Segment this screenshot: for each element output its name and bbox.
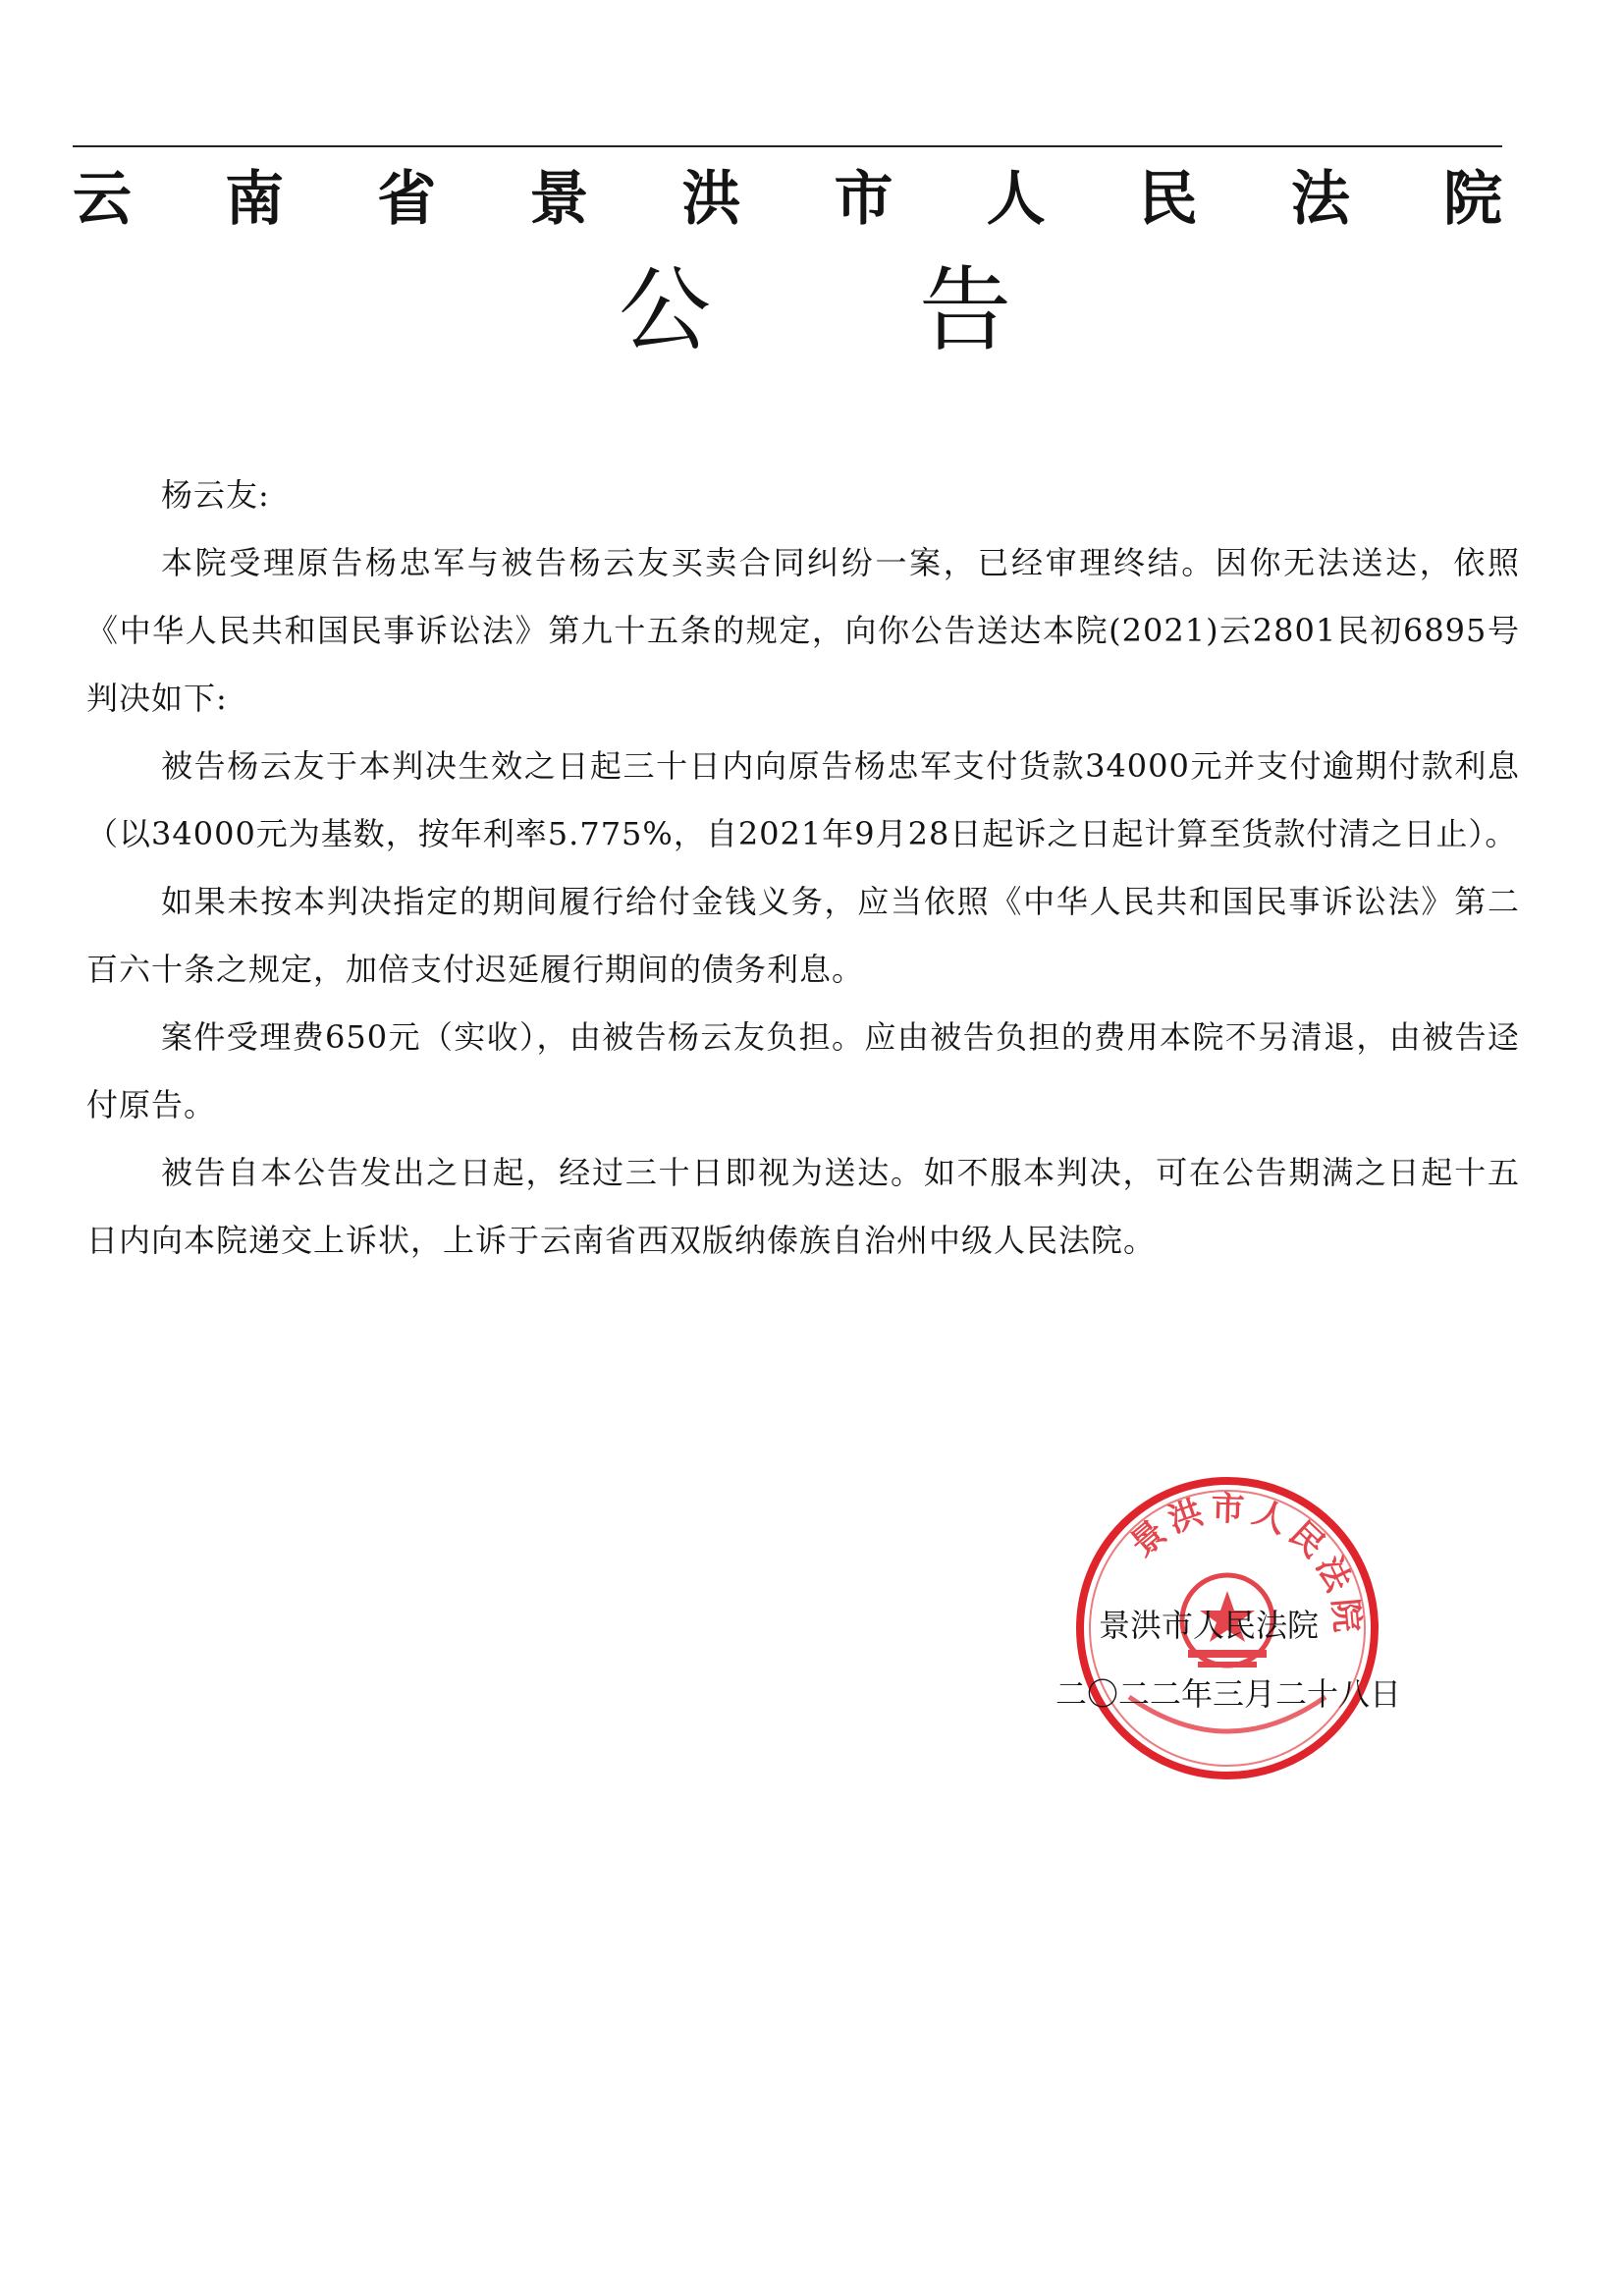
- court-title-char: 法: [1290, 165, 1350, 234]
- court-title-char: 院: [1442, 165, 1502, 234]
- court-title-char: 洪: [681, 165, 741, 234]
- addressee: 杨云友:: [161, 476, 270, 514]
- court-title-char: 省: [377, 165, 437, 234]
- paragraph-late-interest: 如果未按本判决指定的期间履行给付金钱义务，应当依照《中华人民共和国民事诉讼法》第二百六十条之规定，加倍支付迟延履行期间的债务利息。: [86, 883, 1520, 988]
- paragraph-case-intro: 本院受理原告杨忠军与被告杨云友买卖合同纠纷一案，已经审理终结。因你无法送达，依照《中华人民共和国民事诉讼法》第九十五条的规定，向你公告送达本院(2021)云2801民初6895号判决如下:: [86, 544, 1520, 717]
- signature-block: [1055, 1591, 1478, 1728]
- signature-date: 二〇二二年三月二十八日: [1055, 1675, 1402, 1713]
- paragraph-case-fee: 案件受理费650元（实收），由被告杨云友负担。应由被告负担的费用本院不另清退，由被告迳付原告。: [86, 1018, 1520, 1123]
- court-title: [73, 160, 1502, 239]
- notice-body: [86, 462, 1520, 1275]
- paragraph-judgment: 被告杨云友于本判决生效之日起三十日内向原告杨忠军支付货款34000元并支付逾期付款利息（以34000元为基数，按年利率5.775%，自2021年9月28日起诉之日起计算至货款付清之日止）。: [86, 747, 1520, 852]
- seal-text: 景洪市人民法院: [1123, 1489, 1368, 1640]
- court-title-char: 景: [529, 165, 589, 234]
- header-rule: [73, 145, 1502, 147]
- court-title-char: 南: [225, 165, 285, 234]
- paragraph-service-appeal: 被告自本公告发出之日起，经过三十日即视为送达。如不服本判决，可在公告期满之日起十五日内向本院递交上诉状，上诉于云南省西双版纳傣族自治州中级人民法院。: [86, 1154, 1520, 1259]
- notice-title-char: 告: [918, 257, 1011, 364]
- court-title-char: 市: [834, 165, 893, 234]
- court-title-char: 民: [1138, 165, 1198, 234]
- notice-title: [619, 257, 1011, 365]
- notice-title-char: 公: [619, 257, 712, 364]
- court-title-char: 人: [986, 165, 1046, 234]
- signature-court-name: 景洪市人民法院: [1099, 1607, 1320, 1644]
- court-title-char: 云: [73, 165, 132, 234]
